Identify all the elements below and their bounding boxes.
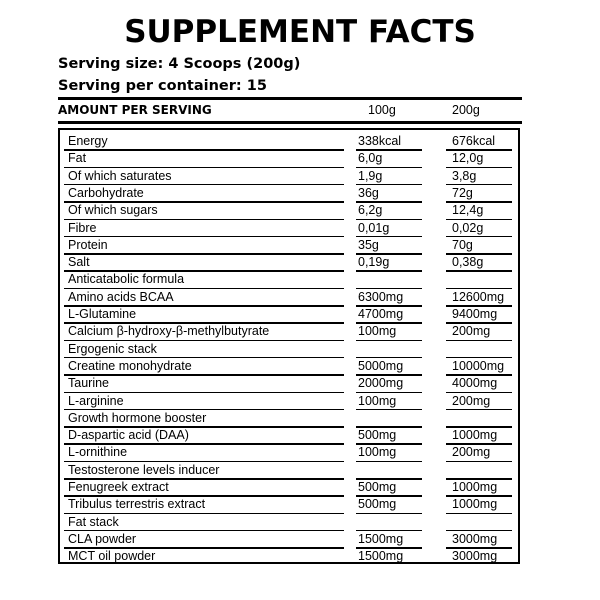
nutrient-name: Of which saturates: [68, 168, 172, 183]
nutrient-name: Salt: [68, 255, 90, 270]
value-100g: 100mg: [358, 393, 397, 408]
table-row: [60, 150, 518, 167]
value-200g: 12600mg: [452, 289, 505, 304]
table-row: [60, 444, 518, 461]
nutrient-name: Taurine: [68, 376, 109, 391]
value-100g: 0,19g: [358, 255, 390, 270]
value-100g: 35g: [358, 237, 379, 252]
nutrient-name: MCT oil powder: [68, 549, 156, 564]
facts-table: [58, 128, 520, 564]
table-row: [60, 358, 518, 375]
value-100g: 500mg: [358, 480, 397, 494]
value-200g: 200mg: [452, 324, 491, 339]
value-100g: 500mg: [358, 428, 397, 443]
nutrient-name: Energy: [68, 134, 108, 148]
value-100g: 1,9g: [358, 168, 383, 183]
value-200g: 0,02g: [452, 220, 484, 235]
table-row: [60, 185, 518, 202]
nutrient-name: Calcium β-hydroxy-β-methylbutyrate: [68, 324, 270, 339]
page-title: SUPPLEMENT FACTS: [124, 14, 476, 50]
table-row: [60, 548, 518, 565]
table-row: [60, 341, 518, 358]
table-row: [60, 168, 518, 185]
value-200g: 12,4g: [452, 203, 484, 218]
table-row: [60, 237, 518, 254]
value-100g: 1500mg: [358, 531, 404, 546]
table-row: [60, 427, 518, 444]
table-row: [60, 393, 518, 410]
value-100g: 100mg: [358, 324, 397, 339]
nutrient-name: Of which sugars: [68, 203, 158, 218]
value-200g: 3000mg: [452, 549, 498, 564]
nutrient-name: CLA powder: [68, 531, 137, 546]
table-row: [60, 306, 518, 323]
table-row: [60, 462, 518, 479]
table-row: [60, 496, 518, 513]
value-200g: 1000mg: [452, 480, 498, 494]
table-row: [60, 531, 518, 548]
value-200g: 9400mg: [452, 307, 498, 321]
value-200g: 72g: [452, 185, 473, 200]
value-200g: 4000mg: [452, 376, 498, 391]
nutrient-name: Carbohydrate: [68, 185, 144, 200]
nutrient-name: Fenugreek extract: [68, 480, 169, 494]
nutrient-name: Protein: [68, 237, 108, 252]
value-100g: 6,0g: [358, 151, 383, 166]
value-100g: 338kcal: [358, 134, 402, 148]
table-row: [60, 375, 518, 392]
header-rule-bottom: [58, 121, 522, 124]
serving-size: Serving size: 4 Scoops (200g): [58, 56, 301, 72]
table-row: [60, 479, 518, 496]
value-100g: 2000mg: [358, 376, 404, 391]
column-header-200g: 200g: [452, 103, 480, 117]
table-row: [60, 202, 518, 219]
value-200g: 0,38g: [452, 255, 484, 270]
serving-per-container: Serving per container: 15: [58, 78, 267, 94]
table-row: [60, 254, 518, 271]
table-row: [60, 220, 518, 237]
value-100g: 6,2g: [358, 203, 383, 218]
nutrient-name: L-Glutamine: [68, 307, 137, 321]
value-200g: 12,0g: [452, 151, 484, 166]
value-200g: 200mg: [452, 393, 491, 408]
nutrient-name: Anticatabolic formula: [68, 272, 185, 287]
value-100g: 0,01g: [358, 220, 390, 235]
header-rule-top: [58, 97, 522, 100]
value-200g: 3,8g: [452, 168, 477, 183]
table-row: [60, 271, 518, 288]
amount-per-serving-label: AMOUNT PER SERVING: [58, 103, 212, 117]
nutrient-name: Creatine monohydrate: [68, 358, 192, 373]
nutrient-name: L-ornithine: [68, 445, 128, 460]
value-200g: 676kcal: [452, 134, 496, 148]
value-100g: 6300mg: [358, 289, 404, 304]
nutrient-name: Ergogenic stack: [68, 341, 157, 356]
nutrient-name: Fibre: [68, 220, 97, 235]
value-100g: 1500mg: [358, 549, 404, 564]
nutrient-name: L-arginine: [68, 393, 124, 408]
nutrient-name: Tribulus terrestris extract: [68, 497, 206, 512]
value-200g: 1000mg: [452, 497, 498, 512]
table-row: [60, 514, 518, 531]
value-100g: 4700mg: [358, 307, 404, 321]
value-100g: 36g: [358, 185, 379, 200]
value-100g: 100mg: [358, 445, 397, 460]
column-header-100g: 100g: [368, 103, 396, 117]
value-200g: 70g: [452, 237, 473, 252]
nutrient-name: Fat: [68, 151, 87, 166]
table-row: [60, 133, 518, 150]
value-200g: 200mg: [452, 445, 491, 460]
table-row: [60, 410, 518, 427]
table-row: [60, 323, 518, 340]
nutrient-name: Amino acids BCAA: [68, 289, 174, 304]
value-100g: 5000mg: [358, 358, 404, 373]
value-100g: 500mg: [358, 497, 397, 512]
value-200g: 10000mg: [452, 358, 505, 373]
table-row: [60, 289, 518, 306]
nutrient-name: Testosterone levels inducer: [68, 462, 220, 477]
nutrient-name: Fat stack: [68, 514, 119, 529]
value-200g: 3000mg: [452, 531, 498, 546]
value-200g: 1000mg: [452, 428, 498, 443]
nutrient-name: Growth hormone booster: [68, 410, 207, 425]
nutrient-name: D-aspartic acid (DAA): [68, 428, 189, 443]
